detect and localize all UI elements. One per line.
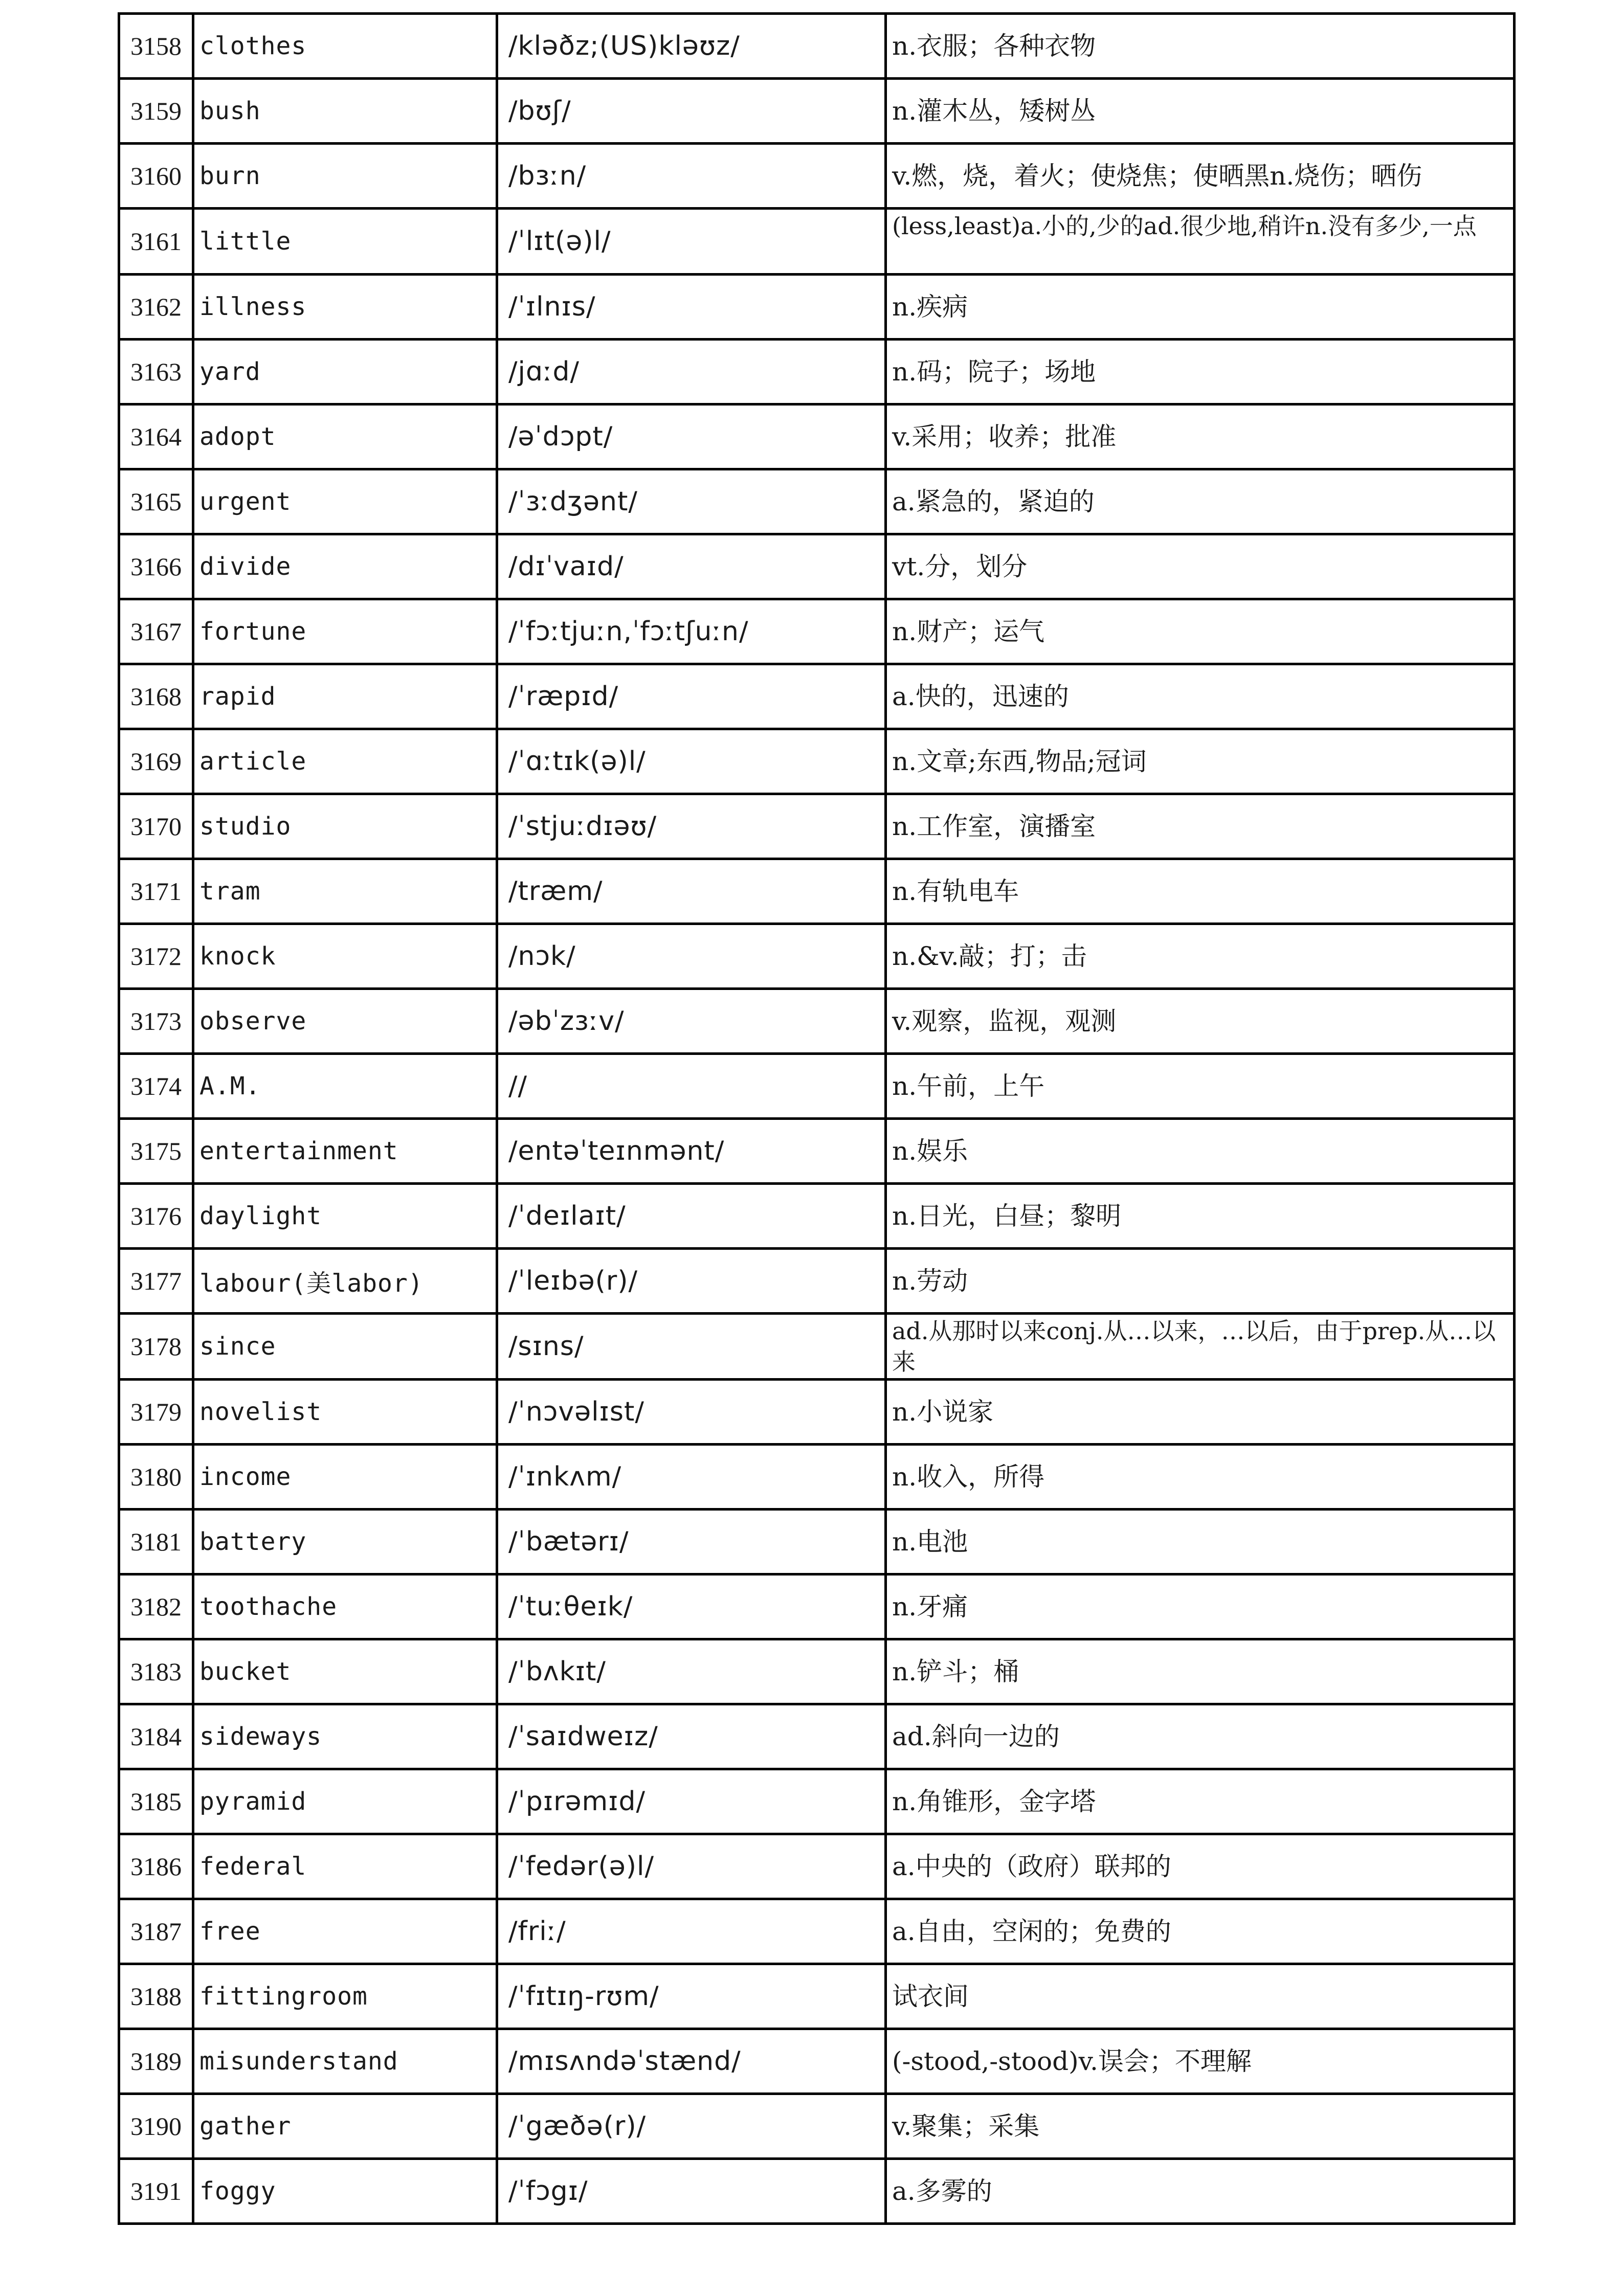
phonetic-cell: /træm/	[497, 859, 886, 924]
word-cell: knock	[193, 924, 497, 989]
phonetic-cell: /ˈpɪrəmɪd/	[497, 1769, 886, 1834]
phonetic-cell: /nɔk/	[497, 924, 886, 989]
word-cell: foggy	[193, 2159, 497, 2224]
entry-number-cell: 3180	[119, 1445, 193, 1510]
definition-cell: n.小说家	[886, 1380, 1515, 1445]
entry-number-cell: 3188	[119, 1964, 193, 2029]
definition-cell: v.观察，监视，观测	[886, 989, 1515, 1054]
vocabulary-table-body	[119, 14, 1515, 2224]
definition-cell: n.工作室，演播室	[886, 794, 1515, 859]
word-cell: bucket	[193, 1639, 497, 1704]
table-row	[119, 1574, 1515, 1639]
table-row	[119, 144, 1515, 209]
entry-number-cell: 3187	[119, 1899, 193, 1964]
vocabulary-table	[118, 12, 1516, 2225]
entry-number-cell: 3182	[119, 1574, 193, 1639]
word-cell: little	[193, 209, 497, 275]
phonetic-cell: /ˈfɔːtjuːn,ˈfɔːtʃuːn/	[497, 599, 886, 664]
table-row	[119, 1639, 1515, 1704]
table-row	[119, 729, 1515, 794]
table-row	[119, 14, 1515, 79]
phonetic-cell: /ˈleɪbə(r)/	[497, 1249, 886, 1314]
entry-number-cell: 3161	[119, 209, 193, 275]
word-cell: A.M.	[193, 1054, 497, 1119]
phonetic-cell: /entəˈteɪnmənt/	[497, 1119, 886, 1184]
phonetic-cell: /ˈfɔgɪ/	[497, 2159, 886, 2224]
word-cell: since	[193, 1314, 497, 1380]
definition-cell: a.多雾的	[886, 2159, 1515, 2224]
entry-number-cell: 3166	[119, 534, 193, 599]
phonetic-cell: /ˈɪnkʌm/	[497, 1445, 886, 1510]
phonetic-cell: /əbˈzɜːv/	[497, 989, 886, 1054]
table-row	[119, 1054, 1515, 1119]
table-row	[119, 1769, 1515, 1834]
word-cell: urgent	[193, 469, 497, 534]
definition-cell: n.文章;东西,物品;冠词	[886, 729, 1515, 794]
phonetic-cell: /ˈtuːθeɪk/	[497, 1574, 886, 1639]
table-row	[119, 859, 1515, 924]
entry-number-cell: 3165	[119, 469, 193, 534]
word-cell: toothache	[193, 1574, 497, 1639]
word-cell: gather	[193, 2094, 497, 2159]
entry-number-cell: 3189	[119, 2029, 193, 2094]
phonetic-cell: /ˈfedər(ə)l/	[497, 1834, 886, 1899]
entry-number-cell: 3170	[119, 794, 193, 859]
definition-cell: v.燃，烧，着火；使烧焦；使晒黑n.烧伤；晒伤	[886, 144, 1515, 209]
definition-cell: n.财产；运气	[886, 599, 1515, 664]
phonetic-cell: /ˈsaɪdweɪz/	[497, 1704, 886, 1769]
table-row	[119, 1380, 1515, 1445]
table-row	[119, 534, 1515, 599]
phonetic-cell: /ˈbʌkɪt/	[497, 1639, 886, 1704]
phonetic-cell: /ˈdeɪlaɪt/	[497, 1184, 886, 1249]
definition-cell: n.铲斗；桶	[886, 1639, 1515, 1704]
definition-cell: a.中央的（政府）联邦的	[886, 1834, 1515, 1899]
entry-number-cell: 3178	[119, 1314, 193, 1380]
entry-number-cell: 3191	[119, 2159, 193, 2224]
entry-number-cell: 3171	[119, 859, 193, 924]
word-cell: free	[193, 1899, 497, 1964]
definition-cell: (-stood,-stood)v.误会；不理解	[886, 2029, 1515, 2094]
phonetic-cell: /əˈdɔpt/	[497, 404, 886, 469]
entry-number-cell: 3179	[119, 1380, 193, 1445]
definition-cell: a.紧急的，紧迫的	[886, 469, 1515, 534]
entry-number-cell: 3172	[119, 924, 193, 989]
table-row	[119, 599, 1515, 664]
table-row	[119, 1249, 1515, 1314]
phonetic-cell: /ˈlɪt(ə)l/	[497, 209, 886, 275]
word-cell: studio	[193, 794, 497, 859]
definition-cell: ad.从那时以来conj.从…以来，…以后，由于prep.从…以来	[886, 1314, 1515, 1380]
definition-cell: n.角锥形，金字塔	[886, 1769, 1515, 1834]
phonetic-cell: /dɪˈvaɪd/	[497, 534, 886, 599]
definition-cell: n.&v.敲；打；击	[886, 924, 1515, 989]
phonetic-cell: /ˈɪlnɪs/	[497, 275, 886, 340]
word-cell: tram	[193, 859, 497, 924]
entry-number-cell: 3160	[119, 144, 193, 209]
phonetic-cell: /ˈbætərɪ/	[497, 1510, 886, 1574]
definition-cell: n.劳动	[886, 1249, 1515, 1314]
word-cell: observe	[193, 989, 497, 1054]
entry-number-cell: 3164	[119, 404, 193, 469]
table-row	[119, 1184, 1515, 1249]
word-cell: sideways	[193, 1704, 497, 1769]
phonetic-cell: /bʊʃ/	[497, 79, 886, 144]
definition-cell: n.娱乐	[886, 1119, 1515, 1184]
table-row	[119, 794, 1515, 859]
definition-cell: n.灌木丛，矮树丛	[886, 79, 1515, 144]
definition-cell: v.采用；收养；批准	[886, 404, 1515, 469]
definition-cell: n.有轨电车	[886, 859, 1515, 924]
table-row	[119, 2029, 1515, 2094]
entry-number-cell: 3169	[119, 729, 193, 794]
table-row	[119, 1704, 1515, 1769]
phonetic-cell: /ˈræpɪd/	[497, 664, 886, 729]
phonetic-cell: /ˈstjuːdɪəʊ/	[497, 794, 886, 859]
definition-cell: ad.斜向一边的	[886, 1704, 1515, 1769]
phonetic-cell: /ˈɑːtɪk(ə)l/	[497, 729, 886, 794]
definition-cell: n.电池	[886, 1510, 1515, 1574]
definition-cell: n.衣服；各种衣物	[886, 14, 1515, 79]
phonetic-cell: /mɪsʌndəˈstænd/	[497, 2029, 886, 2094]
word-cell: adopt	[193, 404, 497, 469]
table-row	[119, 2159, 1515, 2224]
definition-cell: n.收入，所得	[886, 1445, 1515, 1510]
table-row	[119, 1834, 1515, 1899]
table-row	[119, 404, 1515, 469]
definition-cell: vt.分，划分	[886, 534, 1515, 599]
word-cell: battery	[193, 1510, 497, 1574]
table-row	[119, 1964, 1515, 2029]
phonetic-cell: /sɪns/	[497, 1314, 886, 1380]
entry-number-cell: 3167	[119, 599, 193, 664]
entry-number-cell: 3175	[119, 1119, 193, 1184]
table-row	[119, 469, 1515, 534]
entry-number-cell: 3176	[119, 1184, 193, 1249]
definition-cell: a.快的，迅速的	[886, 664, 1515, 729]
entry-number-cell: 3162	[119, 275, 193, 340]
word-cell: daylight	[193, 1184, 497, 1249]
entry-number-cell: 3177	[119, 1249, 193, 1314]
entry-number-cell: 3181	[119, 1510, 193, 1574]
word-cell: federal	[193, 1834, 497, 1899]
entry-number-cell: 3158	[119, 14, 193, 79]
entry-number-cell: 3168	[119, 664, 193, 729]
word-cell: fittingroom	[193, 1964, 497, 2029]
table-row	[119, 209, 1515, 275]
word-cell: burn	[193, 144, 497, 209]
entry-number-cell: 3190	[119, 2094, 193, 2159]
word-cell: illness	[193, 275, 497, 340]
table-row	[119, 1119, 1515, 1184]
table-row	[119, 340, 1515, 404]
entry-number-cell: 3186	[119, 1834, 193, 1899]
word-cell: labour(美labor)	[193, 1249, 497, 1314]
phonetic-cell: /bɜːn/	[497, 144, 886, 209]
word-cell: fortune	[193, 599, 497, 664]
entry-number-cell: 3159	[119, 79, 193, 144]
table-row	[119, 79, 1515, 144]
table-row	[119, 2094, 1515, 2159]
phonetic-cell: /ˈɜːdʒənt/	[497, 469, 886, 534]
table-row	[119, 1510, 1515, 1574]
word-cell: income	[193, 1445, 497, 1510]
definition-cell: n.牙痛	[886, 1574, 1515, 1639]
word-cell: clothes	[193, 14, 497, 79]
entry-number-cell: 3184	[119, 1704, 193, 1769]
word-cell: rapid	[193, 664, 497, 729]
table-row	[119, 924, 1515, 989]
phonetic-cell: /ˈgæðə(r)/	[497, 2094, 886, 2159]
phonetic-cell: //	[497, 1054, 886, 1119]
table-row	[119, 989, 1515, 1054]
entry-number-cell: 3183	[119, 1639, 193, 1704]
table-row	[119, 1314, 1515, 1380]
phonetic-cell: /ˈfɪtɪŋ-rʊm/	[497, 1964, 886, 2029]
definition-cell: n.疾病	[886, 275, 1515, 340]
word-cell: yard	[193, 340, 497, 404]
entry-number-cell: 3163	[119, 340, 193, 404]
word-cell: article	[193, 729, 497, 794]
phonetic-cell: /kləðz;(US)kləʊz/	[497, 14, 886, 79]
definition-cell: n.午前，上午	[886, 1054, 1515, 1119]
definition-cell: (less,least)a.小的,少的ad.很少地,稍许n.没有多少,一点	[886, 209, 1515, 275]
word-cell: divide	[193, 534, 497, 599]
definition-cell: n.日光，白昼；黎明	[886, 1184, 1515, 1249]
entry-number-cell: 3173	[119, 989, 193, 1054]
word-cell: entertainment	[193, 1119, 497, 1184]
table-row	[119, 1899, 1515, 1964]
entry-number-cell: 3185	[119, 1769, 193, 1834]
phonetic-cell: /ˈnɔvəlɪst/	[497, 1380, 886, 1445]
table-row	[119, 664, 1515, 729]
entry-number-cell: 3174	[119, 1054, 193, 1119]
word-cell: novelist	[193, 1380, 497, 1445]
definition-cell: v.聚集；采集	[886, 2094, 1515, 2159]
phonetic-cell: /friː/	[497, 1899, 886, 1964]
phonetic-cell: /jɑːd/	[497, 340, 886, 404]
word-cell: misunderstand	[193, 2029, 497, 2094]
definition-cell: a.自由，空闲的；免费的	[886, 1899, 1515, 1964]
table-row	[119, 275, 1515, 340]
word-cell: pyramid	[193, 1769, 497, 1834]
table-row	[119, 1445, 1515, 1510]
definition-cell: n.码；院子；场地	[886, 340, 1515, 404]
word-cell: bush	[193, 79, 497, 144]
definition-cell: 试衣间	[886, 1964, 1515, 2029]
